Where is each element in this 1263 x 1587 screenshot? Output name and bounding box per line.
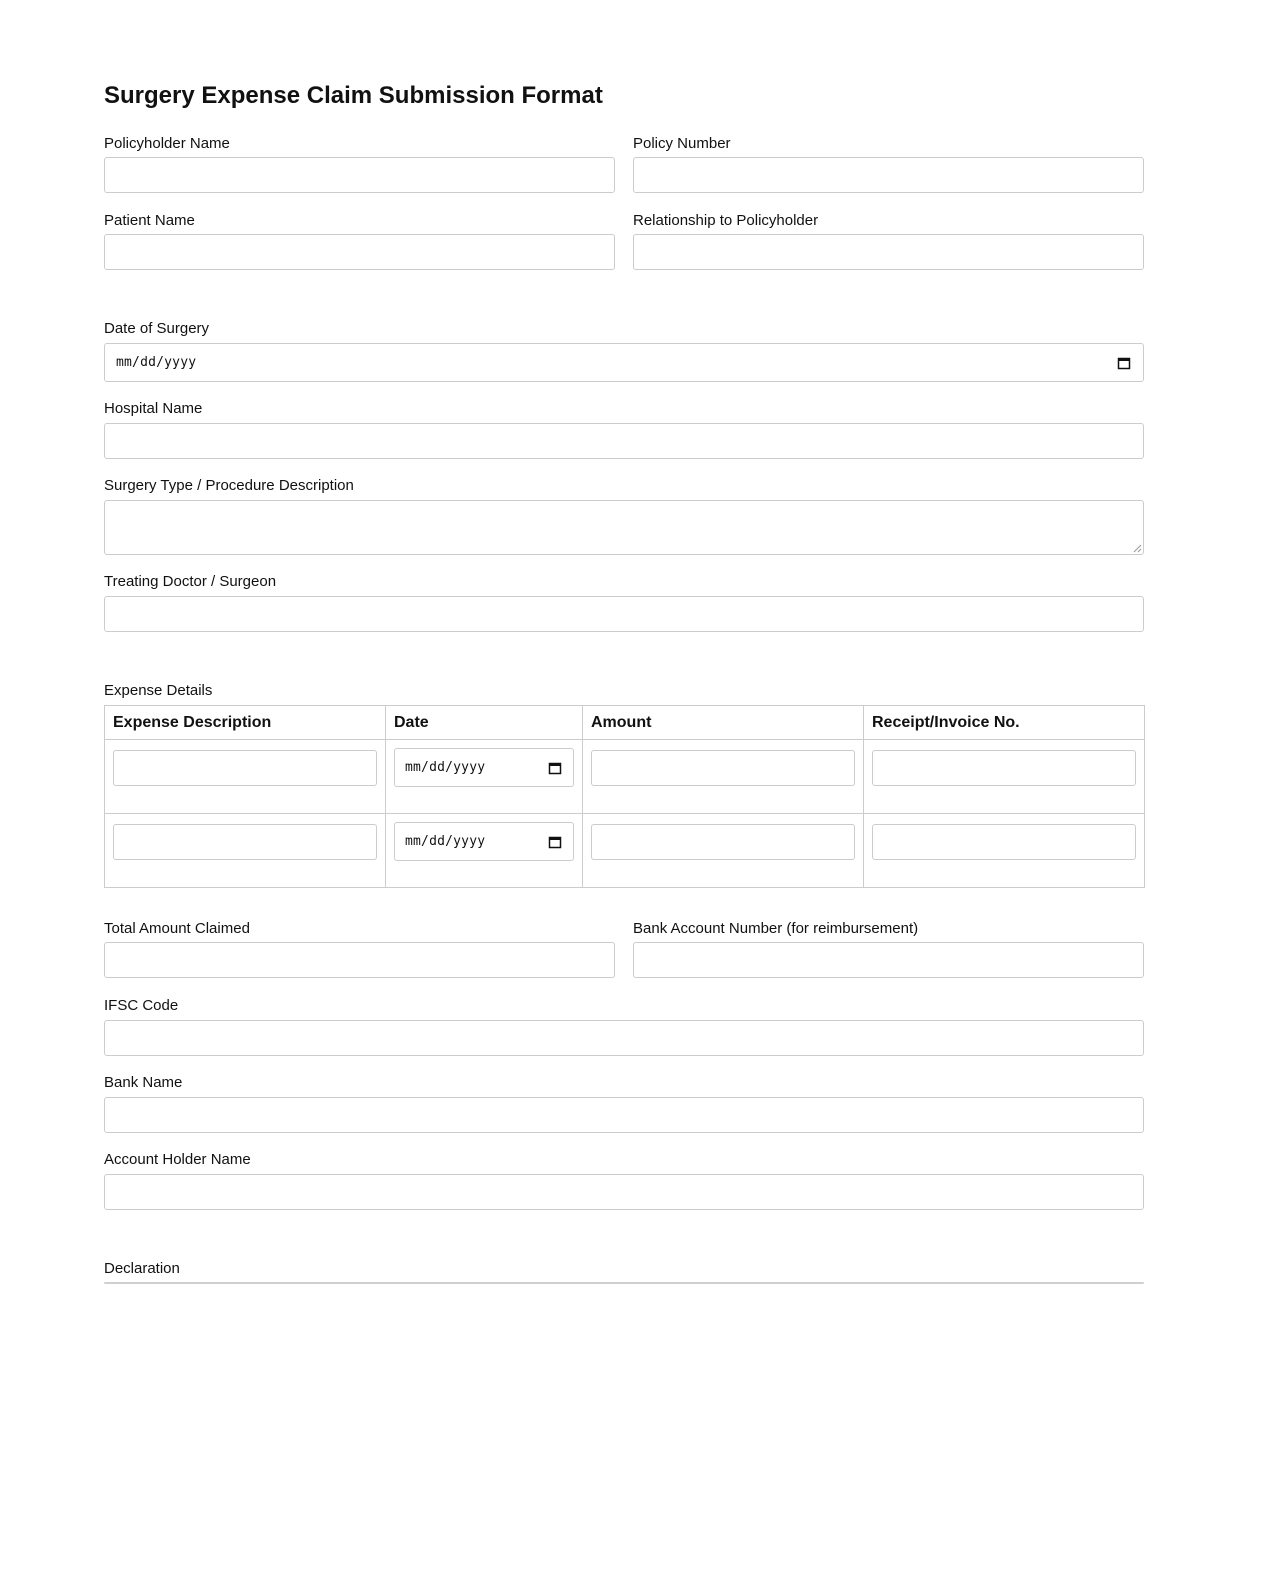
- account-holder-label: Account Holder Name: [104, 1151, 251, 1168]
- policyholder-name-input[interactable]: [104, 157, 615, 193]
- column-header-date: Date: [386, 706, 583, 740]
- expense-description-cell: [105, 814, 386, 888]
- expense-table: [104, 705, 1145, 888]
- expense-amount-input[interactable]: [591, 824, 855, 860]
- policy-number-input[interactable]: [633, 157, 1144, 193]
- bank-name-group: [104, 1074, 1144, 1091]
- expense-table-header: [105, 706, 1145, 740]
- expense-amount-cell: [583, 740, 864, 814]
- relationship-group: [633, 212, 1144, 229]
- total-amount-input[interactable]: [104, 942, 615, 978]
- policyholder-name-label: Policyholder Name: [104, 135, 230, 152]
- declaration-label: Declaration: [104, 1260, 180, 1277]
- treating-doctor-input[interactable]: [104, 596, 1144, 632]
- table-row: [105, 740, 1145, 814]
- declaration-heading: [104, 1260, 180, 1277]
- bank-account-label: Bank Account Number (for reimbursement): [633, 920, 919, 937]
- declaration-box-top-border: [104, 1282, 1144, 1284]
- expense-date-cell: [386, 740, 583, 814]
- expense-amount-input[interactable]: [591, 750, 855, 786]
- account-holder-input[interactable]: [104, 1174, 1144, 1210]
- relationship-label: Relationship to Policyholder: [633, 212, 819, 229]
- column-header-amount: Amount: [583, 706, 864, 740]
- policy-number-label: Policy Number: [633, 135, 731, 152]
- page-title: Surgery Expense Claim Submission Format: [104, 82, 603, 109]
- hospital-name-input[interactable]: [104, 423, 1144, 459]
- ifsc-code-group: [104, 997, 1144, 1014]
- bank-name-input[interactable]: [104, 1097, 1144, 1133]
- expense-receipt-cell: [864, 814, 1145, 888]
- patient-name-input[interactable]: [104, 234, 615, 270]
- expense-description-input[interactable]: [113, 750, 377, 786]
- bank-account-group: [633, 920, 1144, 937]
- date-placeholder: mm/dd/yyyy: [405, 834, 486, 849]
- total-amount-label: Total Amount Claimed: [104, 920, 250, 937]
- date-of-surgery-label: Date of Surgery: [104, 320, 210, 337]
- bank-name-label: Bank Name: [104, 1074, 183, 1091]
- expense-details-label: Expense Details: [104, 682, 213, 699]
- column-header-expense-description: Expense Description: [105, 706, 386, 740]
- calendar-icon[interactable]: [548, 835, 562, 849]
- date-of-surgery-input[interactable]: [104, 343, 1144, 382]
- date-placeholder: mm/dd/yyyy: [116, 355, 197, 370]
- policyholder-name-group: [104, 135, 615, 152]
- resize-handle-icon[interactable]: [1133, 544, 1142, 553]
- expense-date-input[interactable]: [394, 748, 574, 787]
- expense-date-cell: [386, 814, 583, 888]
- expense-receipt-input[interactable]: [872, 750, 1136, 786]
- expense-description-input[interactable]: [113, 824, 377, 860]
- calendar-icon[interactable]: [548, 761, 562, 775]
- account-holder-group: [104, 1151, 1144, 1168]
- expense-date-input[interactable]: [394, 822, 574, 861]
- expense-amount-cell: [583, 814, 864, 888]
- patient-name-group: [104, 212, 615, 229]
- expense-receipt-input[interactable]: [872, 824, 1136, 860]
- treating-doctor-label: Treating Doctor / Surgeon: [104, 573, 277, 590]
- calendar-icon[interactable]: [1117, 356, 1131, 370]
- expense-details-heading: [104, 682, 212, 699]
- ifsc-code-input[interactable]: [104, 1020, 1144, 1056]
- total-amount-group: [104, 920, 615, 937]
- policy-number-group: [633, 135, 1144, 152]
- expense-description-cell: [105, 740, 386, 814]
- surgery-type-group: [104, 477, 1144, 494]
- bank-account-input[interactable]: [633, 942, 1144, 978]
- hospital-name-group: [104, 400, 1144, 417]
- surgery-type-textarea[interactable]: [104, 500, 1144, 555]
- patient-name-label: Patient Name: [104, 212, 195, 229]
- date-of-surgery-group: [104, 320, 1144, 370]
- treating-doctor-group: [104, 573, 1144, 590]
- surgery-type-label: Surgery Type / Procedure Description: [104, 477, 354, 494]
- expense-receipt-cell: [864, 740, 1145, 814]
- table-row: [105, 814, 1145, 888]
- date-placeholder: mm/dd/yyyy: [405, 760, 486, 775]
- hospital-name-label: Hospital Name: [104, 400, 203, 417]
- column-header-receipt: Receipt/Invoice No.: [864, 706, 1145, 740]
- ifsc-code-label: IFSC Code: [104, 997, 179, 1014]
- relationship-input[interactable]: [633, 234, 1144, 270]
